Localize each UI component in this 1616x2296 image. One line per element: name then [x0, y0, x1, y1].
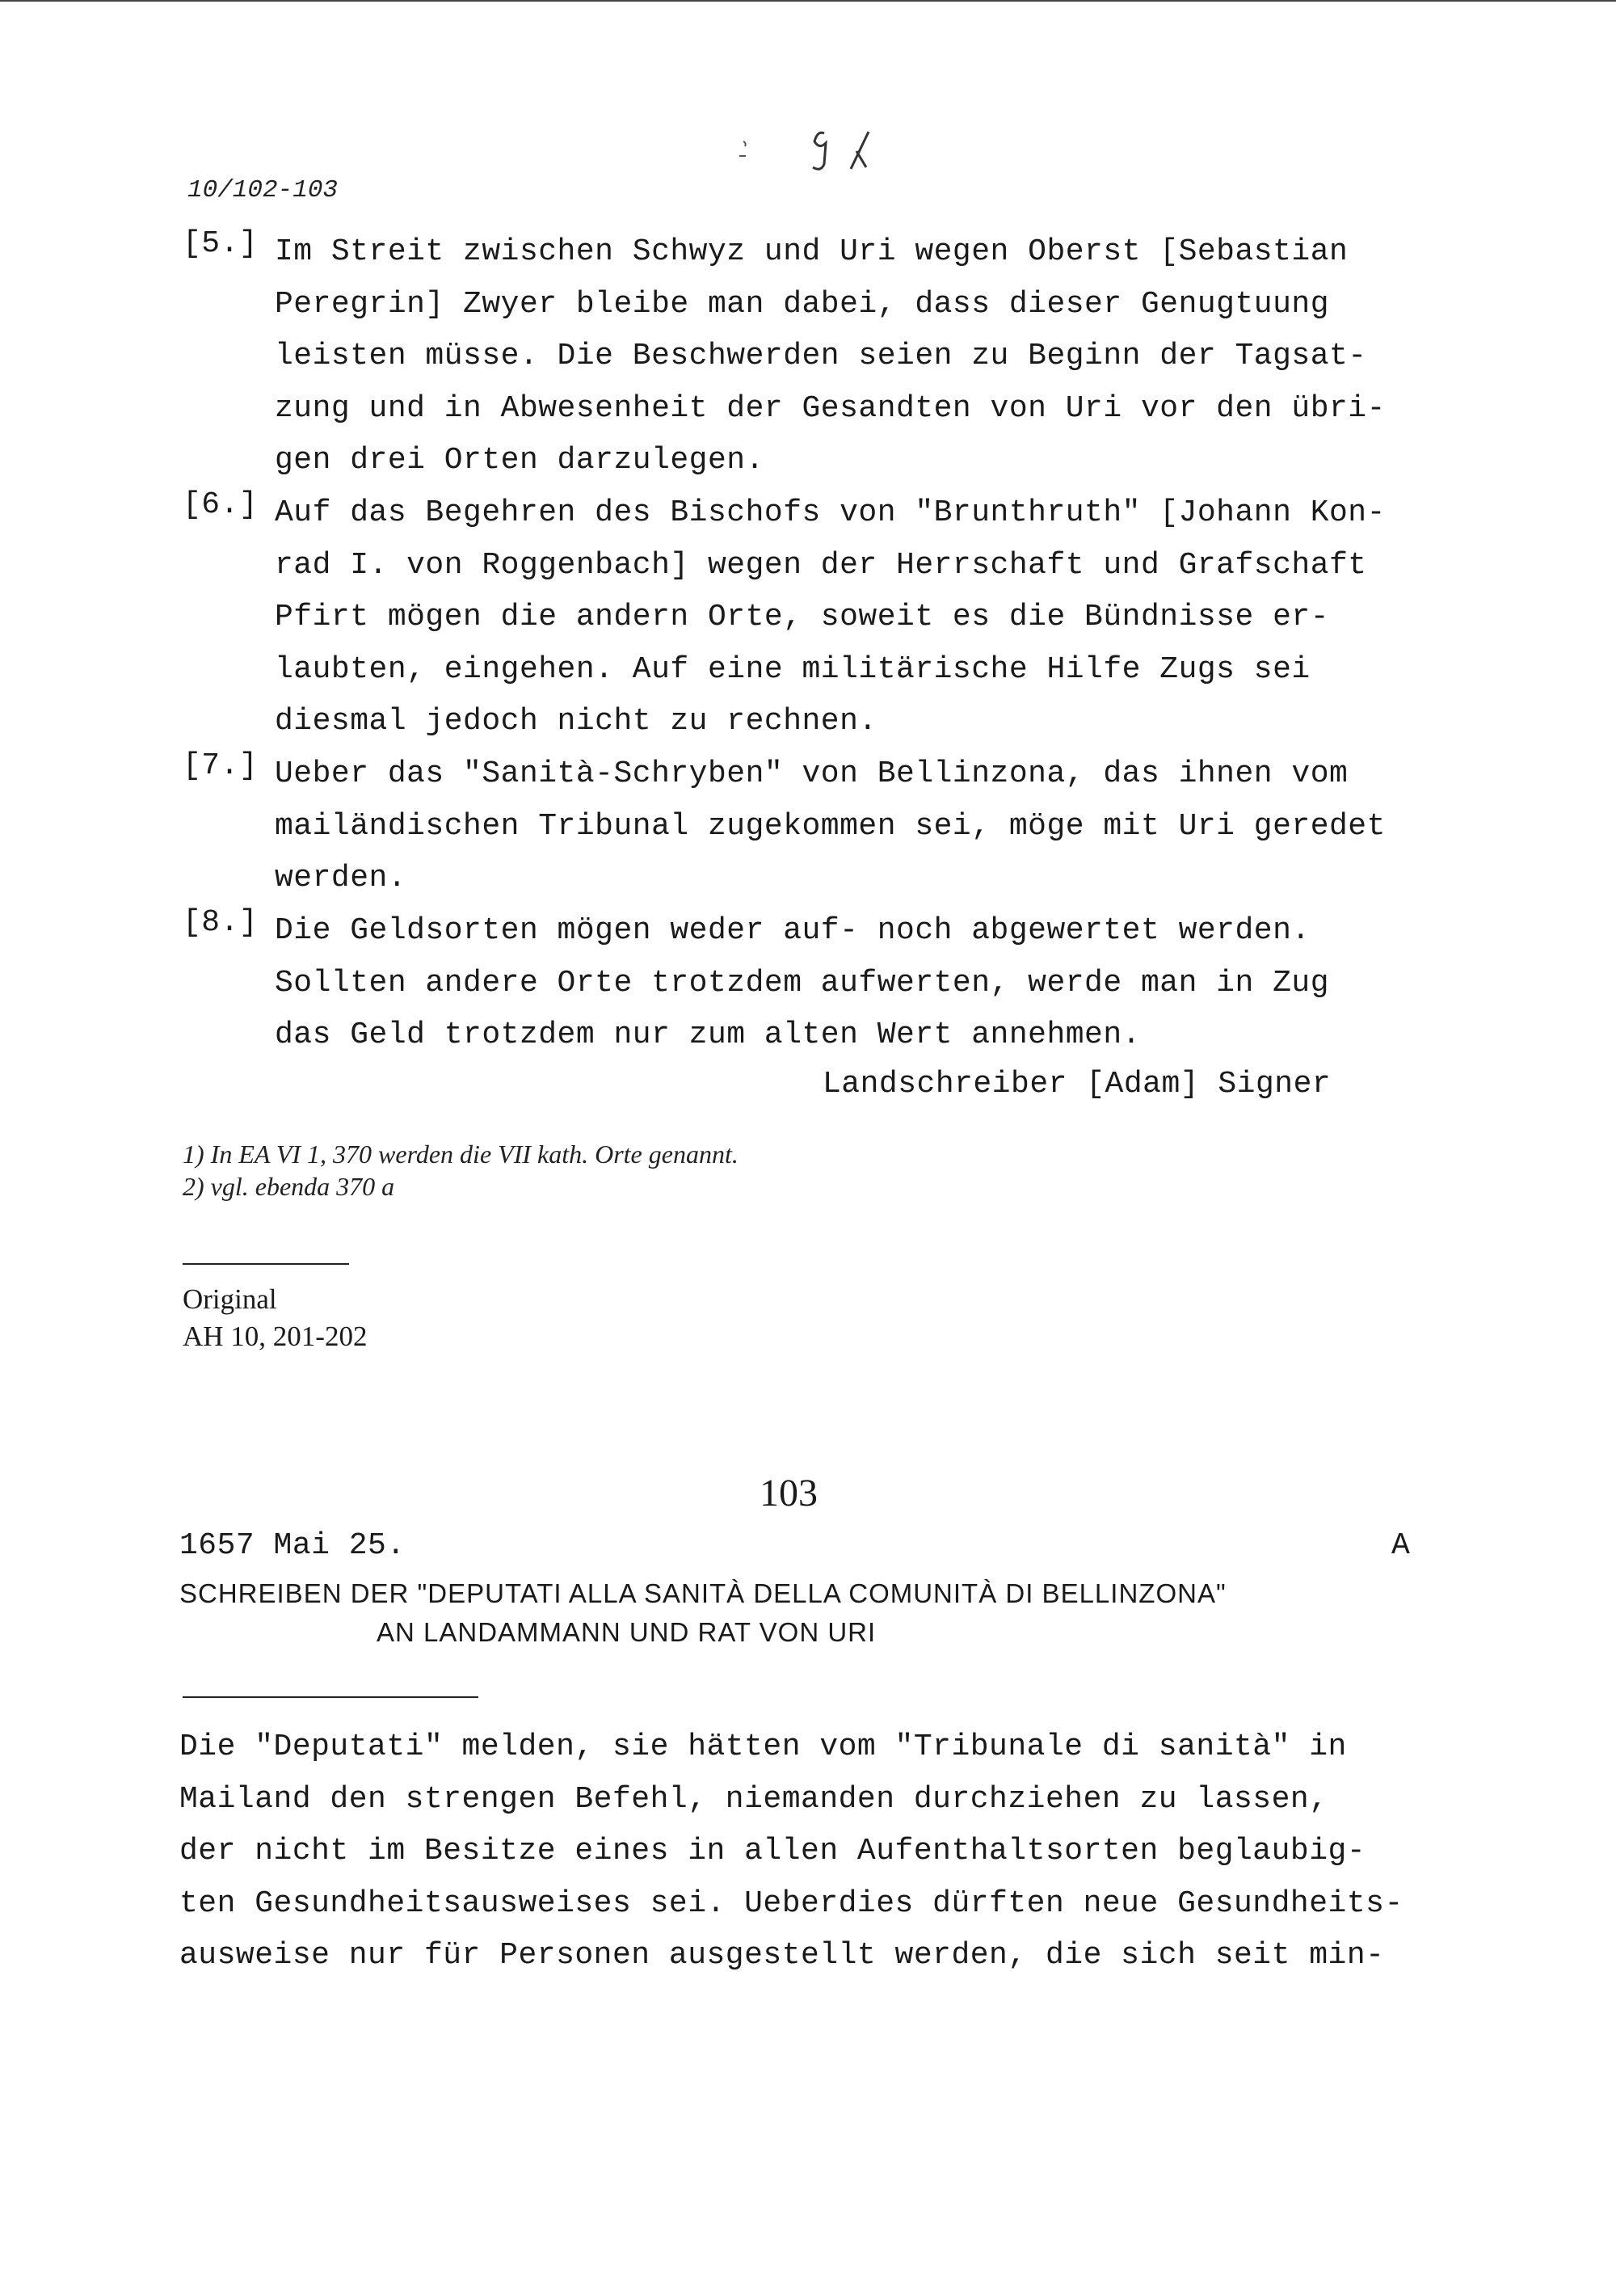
- text-line: ausweise nur für Personen ausgestellt werden, die sich seit min-: [179, 1938, 1385, 1973]
- heading-line: AN LANDAMMANN UND RAT VON URI: [377, 1617, 877, 1647]
- document-heading: [179, 1574, 1227, 1652]
- section-5: [183, 226, 1475, 487]
- text-line: Auf das Begehren des Bischofs von "Brunthruth" [Johann Kon-: [275, 495, 1386, 530]
- text-line: Peregrin] Zwyer bleibe man dabei, dass dieser Genugtuung: [275, 286, 1330, 322]
- archive-reference: 10/102-103: [187, 176, 339, 204]
- document-date: 1657 Mai 25.: [179, 1528, 406, 1563]
- section-number: [8.]: [183, 905, 259, 940]
- text-line: werden.: [275, 861, 407, 895]
- document-summary: [179, 1721, 1513, 1982]
- text-line: Pfirt mögen die andern Orte, soweit es die Bündnisse er-: [275, 600, 1330, 634]
- text-line: gen drei Orten darzulegen.: [275, 443, 764, 478]
- text-line: Sollten andere Orte trotzdem aufwerten, werde man in Zug: [275, 965, 1330, 1001]
- signer-line: Landschreiber [Adam] Signer: [823, 1067, 1332, 1102]
- source-reference: AH 10, 201-202: [183, 1321, 368, 1352]
- handwritten-page-number-mark: [719, 109, 913, 190]
- text-line: laubten, eingehen. Auf eine militärische Hilfe Zugs sei: [275, 651, 1311, 687]
- section-number: [7.]: [183, 748, 259, 783]
- text-line: leisten müsse. Die Beschwerden seien zu Beginn der Tagsat-: [275, 339, 1367, 373]
- text-line: Ueber das "Sanità-Schryben" von Bellinzona, das ihnen vom: [275, 756, 1349, 791]
- section-6: [183, 487, 1475, 748]
- text-line: Mailand den strengen Befehl, niemanden durchziehen zu lassen,: [179, 1781, 1328, 1817]
- text-line: mailändischen Tribunal zugekommen sei, möge mit Uri geredet: [275, 808, 1386, 844]
- text-line: rad I. von Roggenbach] wegen der Herrschaft und Grafschaft: [275, 547, 1367, 583]
- section-8: [183, 905, 1475, 1062]
- section-number: [6.]: [183, 487, 259, 522]
- document-marker: A: [1391, 1528, 1411, 1563]
- text-line: der nicht im Besitze eines in allen Aufenthaltsorten beglaubig-: [179, 1834, 1366, 1868]
- divider: [183, 1696, 478, 1698]
- section-7: [183, 748, 1475, 905]
- text-line: ten Gesundheitsausweises sei. Ueberdies dürften neue Gesundheits-: [179, 1885, 1403, 1921]
- text-line: diesmal jedoch nicht zu rechnen.: [275, 704, 877, 739]
- source-note: [183, 1281, 367, 1355]
- footnote: 2) vgl. ebenda 370 a: [183, 1172, 395, 1201]
- text-line: zung und in Abwesenheit der Gesandten von Uri vor den übri-: [275, 390, 1386, 426]
- footnotes: [183, 1138, 739, 1203]
- source-label: Original: [183, 1283, 277, 1315]
- text-line: Die Geldsorten mögen weder auf- noch abgewertet werden.: [275, 913, 1311, 948]
- divider: [183, 1263, 349, 1265]
- text-line: Die "Deputati" melden, sie hätten vom "Tribunale di sanità" in: [179, 1729, 1347, 1764]
- section-number: [5.]: [183, 226, 259, 261]
- heading-line: SCHREIBEN DER "DEPUTATI ALLA SANITÀ DELLA COMUNITÀ DI BELLINZONA": [179, 1578, 1227, 1608]
- footnote: 1) In EA VI 1, 370 werden die VII kath. Orte genannt.: [183, 1140, 739, 1169]
- text-line: Im Streit zwischen Schwyz und Uri wegen Oberst [Sebastian: [275, 234, 1349, 269]
- page-top-edge: [0, 0, 1616, 2]
- text-line: das Geld trotzdem nur zum alten Wert annehmen.: [275, 1017, 1141, 1052]
- document-number: 103: [760, 1472, 818, 1515]
